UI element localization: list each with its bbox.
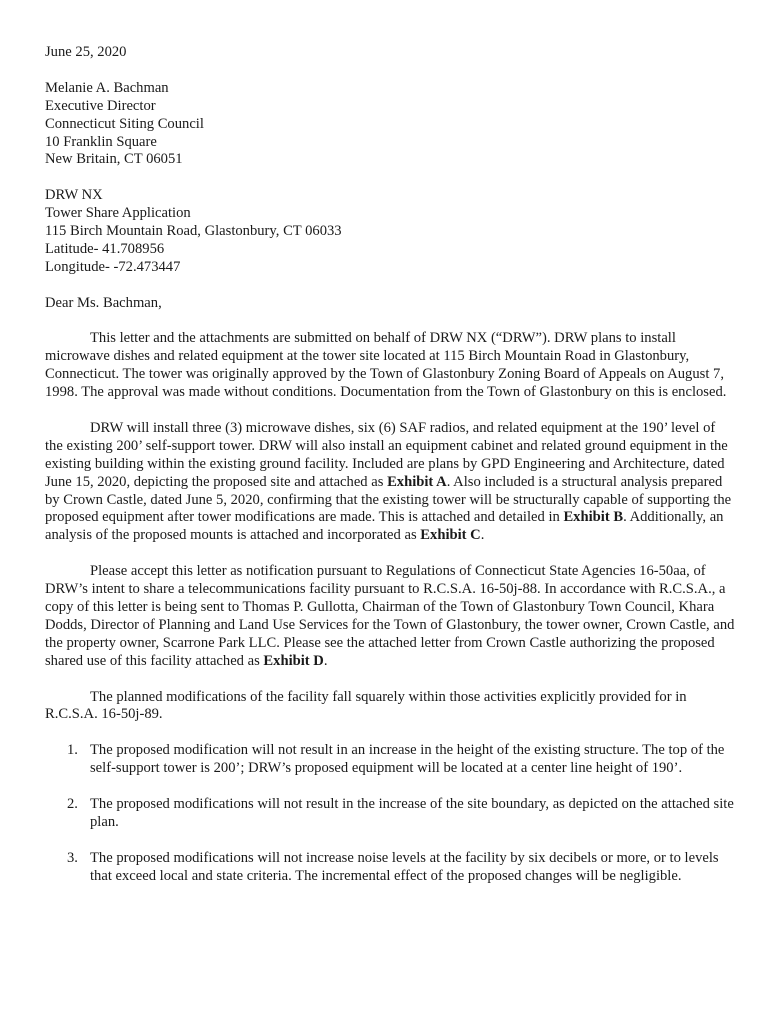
- paragraph-2-text-d: .: [480, 527, 485, 544]
- recipient-city: New Britain, CT 06051: [45, 151, 183, 168]
- modification-list: [45, 742, 735, 885]
- list-item-number: 2.: [67, 795, 78, 812]
- list-item-number: 3.: [67, 849, 78, 866]
- subject-type: Tower Share Application: [45, 205, 191, 222]
- paragraph-4: The planned modifications of the facility fall squarely within those activities explicitly provided for in R.C.S.A. 16-50j-89.: [45, 688, 687, 723]
- exhibit-a-ref: Exhibit A: [387, 473, 447, 490]
- list-item: [45, 796, 735, 832]
- salutation: Dear Ms. Bachman,: [45, 294, 162, 311]
- paragraph-2-text-a: DRW will install three (3) microwave dishes, six (6) SAF radios, and related equipment at the 190’ level of the existing 200’ self-support tower. DRW will also install an equipment cabinet and related ground equipment in the existing building within the existing ground facility. Included are plans by GPD Engineering and Architecture, dated June 15, 2020, depicting the proposed site and attached as: [45, 419, 728, 490]
- list-item-text: The proposed modifications will not increase noise levels at the facility by six decibels or more, or to levels that exceed local and state criteria. The incremental effect of the proposed changes will be negligible.: [90, 849, 719, 884]
- subject-address: 115 Birch Mountain Road, Glastonbury, CT 06033: [45, 223, 342, 240]
- paragraph-3: [45, 563, 735, 670]
- exhibit-d-ref: Exhibit D: [263, 652, 324, 669]
- paragraph-3-text-b: .: [323, 652, 328, 669]
- letter-date: June 25, 2020: [45, 44, 127, 60]
- subject-longitude: Longitude- -72.473447: [45, 258, 181, 275]
- list-item: [45, 850, 735, 886]
- subject-applicant: DRW NX: [45, 187, 103, 204]
- list-item-text: The proposed modifications will not result in the increase of the site boundary, as depicted on the attached site plan.: [90, 795, 734, 830]
- paragraph-1: This letter and the attachments are submitted on behalf of DRW NX (“DRW”). DRW plans to install microwave dishes and related equipment at the tower site located at 115 Birch Mountain Road in Glastonbury, Connecticut. The tower was originally approved by the Town of Glastonbury Zoning Board of Appeals on August 7, 1998. The approval was made without conditions. Documentation from the Town of Glastonbury on this is enclosed.: [45, 330, 727, 401]
- recipient-street: 10 Franklin Square: [45, 133, 157, 150]
- letter: [45, 44, 735, 885]
- list-item-text: The proposed modification will not result in an increase in the height of the existing structure. The top of the self-support tower is 200’; DRW’s proposed equipment will be located at a center line height of 190’.: [90, 742, 725, 777]
- list-item-number: 1.: [67, 742, 78, 759]
- paragraph-2-text-b: . Also included is a structural analysis prepared by Crown Castle, dated June 5, 2020, confirming that the existing tower will be structurally capable of supporting the proposed equipment after tower modifications are made. This is attached and detailed in: [45, 473, 732, 526]
- list-item: [45, 742, 735, 778]
- exhibit-b-ref: Exhibit B: [563, 509, 624, 526]
- paragraph-2-text-c: . Additionally, an analysis of the proposed mounts is attached and incorporated as: [45, 509, 724, 544]
- subject-latitude: Latitude- 41.708956: [45, 240, 165, 257]
- recipient-title: Executive Director: [45, 97, 156, 114]
- exhibit-c-ref: Exhibit C: [420, 527, 481, 544]
- subject-block: [45, 187, 735, 277]
- recipient-name: Melanie A. Bachman: [45, 79, 169, 96]
- recipient-block: [45, 80, 735, 170]
- recipient-org: Connecticut Siting Council: [45, 115, 204, 132]
- paragraph-2: [45, 420, 735, 545]
- paragraph-3-text-a: Please accept this letter as notification pursuant to Regulations of Connecticut State Agencies 16-50aa, of DRW’s intent to share a telecommunications facility pursuant to R.C.S.A. 16-50j-88. In accordance with R.C.S.A., a copy of this letter is being sent to Thomas P. Gullotta, Chairman of the Town of Glastonbury Town Council, Khara Dodds, Director of Planning and Land Use Services for the Town of Glastonbury, the tower owner, Crown Castle, and the property owner, Scarrone Park LLC. Please see the attached letter from Crown Castle authorizing the proposed shared use of this facility attached as: [45, 563, 735, 669]
